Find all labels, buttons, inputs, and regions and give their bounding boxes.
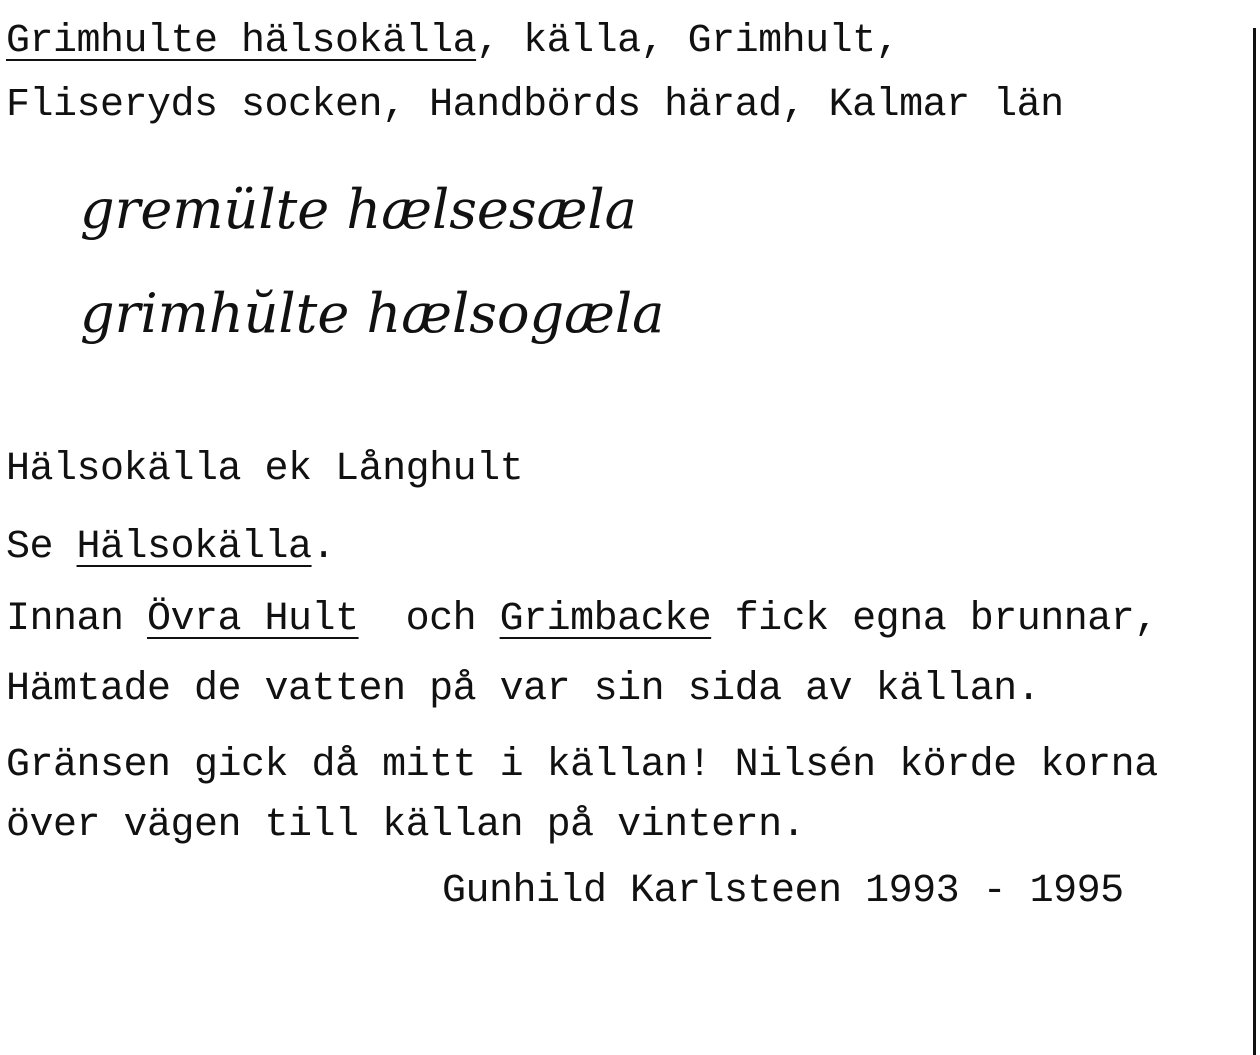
header-line-2: Fliseryds socken, Handbörds härad, Kalmar län	[6, 83, 1064, 128]
line3-b: och	[358, 597, 500, 642]
header-rest: , källa, Grimhult,	[476, 19, 900, 64]
see-prefix: Se	[6, 525, 77, 570]
phonetic-transcription-2: grimhŭlte hælsogæla	[80, 282, 665, 345]
body-line-5: Gränsen gick då mitt i källan! Nilsén körde korna	[6, 743, 1158, 788]
header-line-1	[6, 18, 899, 66]
body-line-6: över vägen till källan på vintern.	[6, 803, 806, 848]
body-line-1: Hälsokälla ek Långhult	[6, 447, 524, 492]
see-reference-line	[6, 524, 335, 572]
place-name: Grimhulte hälsokälla	[6, 19, 477, 64]
see-reference-link: Hälsokälla	[76, 525, 312, 570]
line3-a: Innan	[6, 597, 148, 642]
line3-c: fick egna brunnar,	[711, 597, 1158, 642]
signature: Gunhild Karlsteen 1993 - 1995	[442, 869, 1124, 914]
phonetic-transcription-1: gremülte hælsesæla	[80, 178, 637, 241]
see-suffix: .	[311, 525, 336, 570]
body-line-4: Hämtade de vatten på var sin sida av källan.	[6, 667, 1041, 712]
body-line-3	[6, 596, 1158, 644]
place-link-grimbacke: Grimbacke	[499, 597, 712, 642]
card-edge-line	[1253, 28, 1256, 1055]
place-link-ovra-hult: Övra Hult	[147, 597, 359, 642]
